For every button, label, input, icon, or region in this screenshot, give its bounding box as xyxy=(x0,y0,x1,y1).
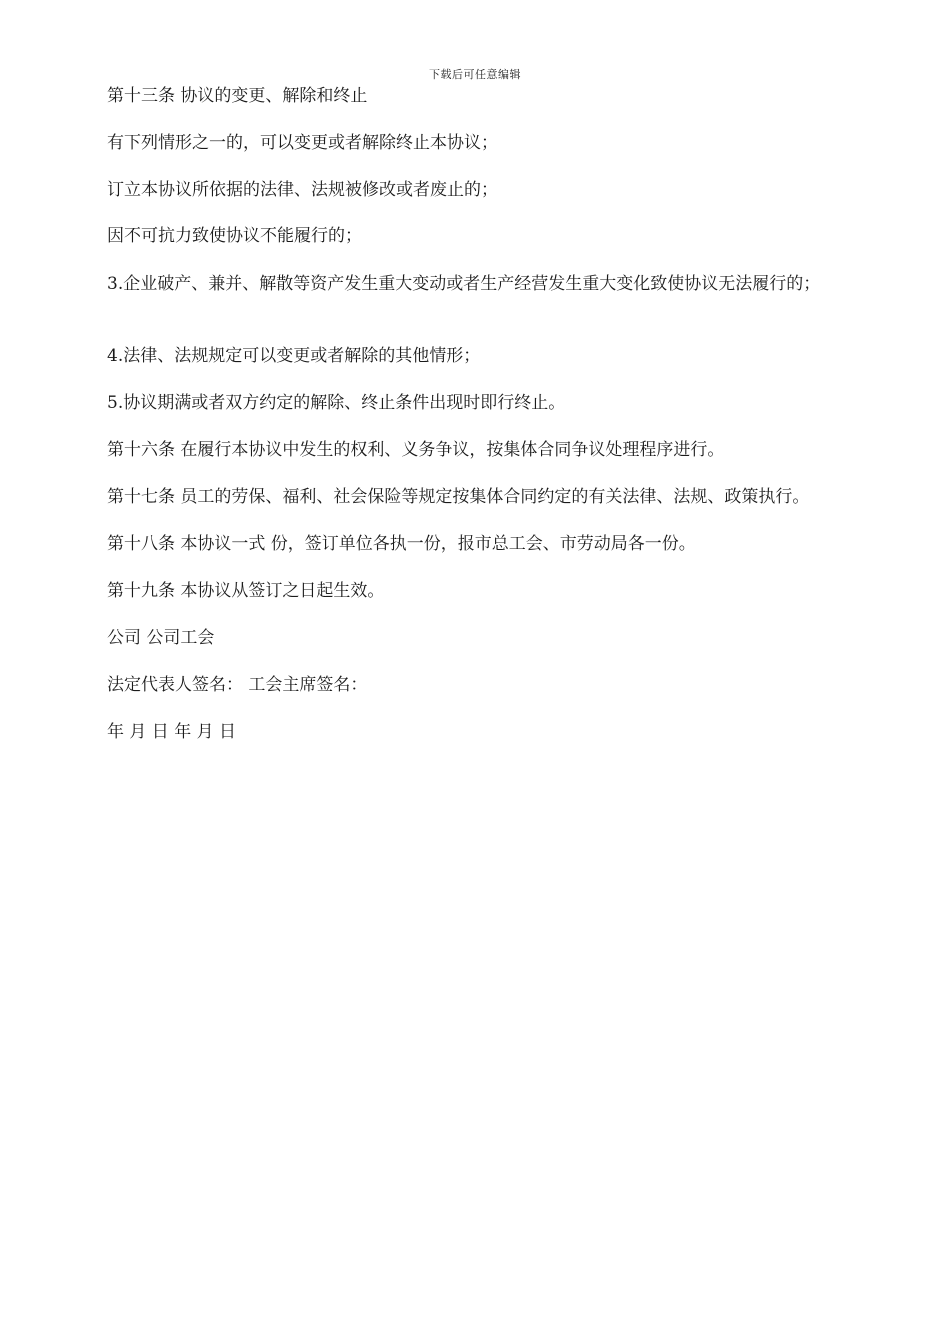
condition-other-legal: 4.法律、法规规定可以变更或者解除的其他情形； xyxy=(107,346,481,366)
article-13-title: 第十三条 协议的变更、解除和终止 xyxy=(107,86,368,106)
article-19: 第十九条 本协议从签订之日起生效。 xyxy=(107,581,385,601)
condition-force-majeure: 因不可抗力致使协议不能履行的； xyxy=(107,226,362,246)
condition-expiry: 5.协议期满或者双方约定的解除、终止条件出现时即行终止。 xyxy=(107,393,566,413)
signature-line: 法定代表人签名： 工会主席签名： xyxy=(107,675,368,695)
article-16: 第十六条 在履行本协议中发生的权利、义务争议，按集体合同争议处理程序进行。 xyxy=(107,440,725,460)
signing-parties: 公司 公司工会 xyxy=(107,628,215,648)
article-18: 第十八条 本协议一式 份，签订单位各执一份，报市总工会、市劳动局各一份。 xyxy=(107,534,696,554)
condition-enterprise-change: 3.企业破产、兼并、解散等资产发生重大变动或者生产经营发生重大变化致使协议无法履行的； xyxy=(107,274,821,294)
condition-law-amended: 订立本协议所依据的法律、法规被修改或者废止的； xyxy=(107,180,498,200)
article-17: 第十七条 员工的劳保、福利、社会保险等规定按集体合同约定的有关法律、法规、政策执行。 xyxy=(107,487,810,507)
change-conditions-intro: 有下列情形之一的，可以变更或者解除终止本协议； xyxy=(107,133,498,153)
date-line: 年 月 日 年 月 日 xyxy=(107,722,237,742)
page-header: 下载后可任意编辑 xyxy=(429,68,521,81)
